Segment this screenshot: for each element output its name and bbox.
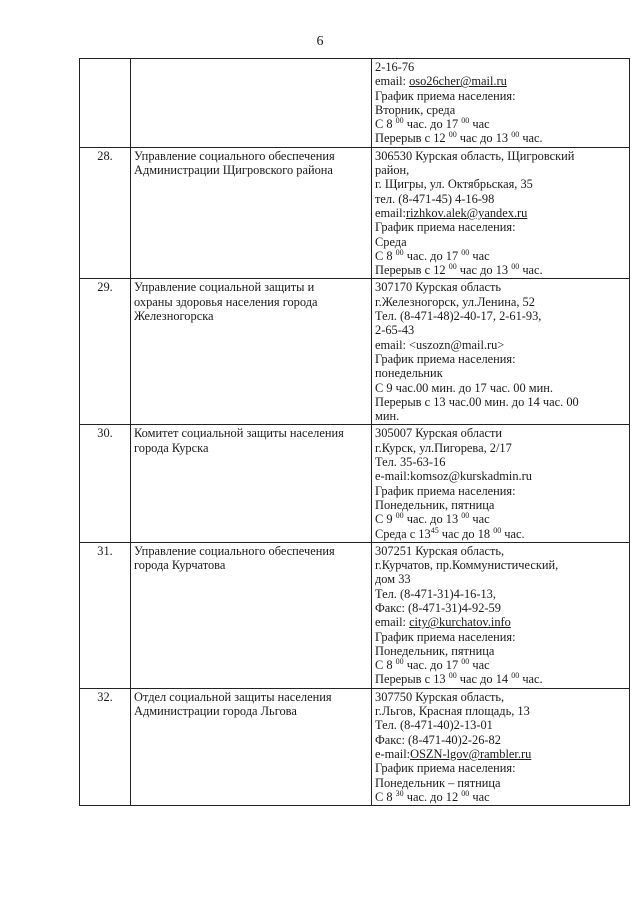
- text-fragment: С 9: [375, 512, 396, 527]
- contact-info-line: [375, 601, 626, 615]
- contact-info-line: [375, 733, 626, 747]
- contact-info-line: [375, 309, 626, 323]
- text-fragment: 306530 Курская область, Щигровский: [375, 148, 575, 163]
- email-link[interactable]: oso26cher@mail.ru: [409, 74, 507, 89]
- text-fragment: г.Льгов, Красная площадь, 13: [375, 704, 530, 719]
- contact-info: [372, 279, 630, 425]
- page-number: 6: [316, 34, 324, 49]
- text-fragment: Факс: (8-471-40)2-26-82: [375, 732, 501, 747]
- contact-info-line: [375, 103, 626, 117]
- contact-info-line: [375, 235, 626, 249]
- contact-info-line: [375, 220, 626, 234]
- text-fragment: График приема населения:: [375, 220, 516, 235]
- contact-info-line: [375, 544, 626, 558]
- contact-info-line: [375, 644, 626, 658]
- contact-info-line: [375, 630, 626, 644]
- contact-info-line: [375, 163, 626, 177]
- email-link[interactable]: city@kurchatov.info: [409, 615, 511, 630]
- text-fragment: час.: [519, 131, 543, 146]
- contact-info-line: [375, 338, 626, 352]
- contact-info-line: [375, 409, 626, 423]
- contact-info-line: [375, 484, 626, 498]
- organization-name-line: Управление социальной защиты и: [134, 280, 315, 295]
- text-fragment: г.Курск, ул.Пигорева, 2/17: [375, 440, 512, 455]
- time-minutes-superscript: 00: [395, 657, 404, 667]
- text-fragment: График приема населения:: [375, 351, 516, 366]
- text-fragment: 2-16-76: [375, 60, 415, 74]
- contact-info-line: [375, 280, 626, 294]
- contact-info-line: [375, 790, 626, 804]
- text-fragment: 2-65-43: [375, 323, 415, 338]
- text-fragment: понедельник: [375, 366, 443, 381]
- contact-info-line: [375, 704, 626, 718]
- text-fragment: 305007 Курская области: [375, 426, 503, 441]
- time-minutes-superscript: 00: [448, 130, 457, 140]
- text-fragment: час. до 17: [403, 248, 462, 263]
- time-minutes-superscript: 00: [395, 247, 404, 257]
- row-number: 29.: [80, 279, 131, 425]
- organization-name: [131, 688, 372, 805]
- time-minutes-superscript: 45: [430, 525, 439, 535]
- table-row: [80, 425, 630, 542]
- time-minutes-superscript: 00: [461, 116, 470, 126]
- contact-info-line: [375, 455, 626, 469]
- text-fragment: Понедельник – пятница: [375, 775, 501, 790]
- text-fragment: Среда с 13: [375, 526, 431, 541]
- contact-info-line: [375, 395, 626, 409]
- text-fragment: час: [469, 658, 490, 673]
- row-number: 31.: [80, 542, 131, 688]
- contact-info-line: [375, 177, 626, 191]
- text-fragment: час до 13: [456, 263, 512, 278]
- contact-info-line: [375, 690, 626, 704]
- time-minutes-superscript: 00: [461, 511, 470, 521]
- row-number: 32.: [80, 688, 131, 805]
- text-fragment: email: <uszozn@mail.ru>: [375, 337, 505, 352]
- contact-info-line: [375, 381, 626, 395]
- email-link[interactable]: rizhkov.alek@yandex.ru: [405, 205, 528, 220]
- text-fragment: час.: [519, 263, 543, 278]
- contact-info: [372, 542, 630, 688]
- contact-info-line: [375, 558, 626, 572]
- contact-info-line: [375, 527, 626, 541]
- time-minutes-superscript: 00: [461, 657, 470, 667]
- organization-name: [131, 147, 372, 279]
- text-fragment: 307750 Курская область,: [375, 689, 505, 704]
- contact-info-line: [375, 672, 626, 686]
- text-fragment: График приема населения:: [375, 88, 516, 103]
- time-minutes-superscript: 00: [461, 788, 470, 798]
- contact-info-line: [375, 249, 626, 263]
- contact-info-line: [375, 89, 626, 103]
- text-fragment: час: [469, 789, 490, 804]
- text-fragment: Тел. (8-471-31)4-16-13,: [375, 586, 496, 601]
- organization-name-line: города Курчатова: [134, 558, 226, 573]
- time-minutes-superscript: 00: [461, 247, 470, 257]
- organizations-table: [79, 58, 630, 806]
- organization-name-line: города Курска: [134, 440, 209, 455]
- organization-name-line: Отдел социальной защиты населения: [134, 689, 332, 704]
- text-fragment: Перерыв с 12: [375, 131, 449, 146]
- organization-name: [131, 542, 372, 688]
- contact-info: [372, 425, 630, 542]
- contact-info-line: [375, 295, 626, 309]
- contact-info-line: [375, 192, 626, 206]
- contact-info-line: [375, 761, 626, 775]
- text-fragment: мин.: [375, 409, 400, 424]
- time-minutes-superscript: 00: [511, 671, 520, 681]
- text-fragment: С 9 час.00 мин. до 17 час. 00 мин.: [375, 380, 553, 395]
- organization-name: [131, 279, 372, 425]
- text-fragment: час до 18: [438, 526, 494, 541]
- text-fragment: час. до 12: [403, 789, 462, 804]
- text-fragment: Вторник, среда: [375, 102, 456, 117]
- contact-info-line: [375, 149, 626, 163]
- contact-info-line: [375, 747, 626, 761]
- text-fragment: час: [469, 248, 490, 263]
- table-row: [80, 147, 630, 279]
- table-row: [80, 279, 630, 425]
- organization-name-line: Администрации Щигровского района: [134, 163, 333, 178]
- organization-name-line: Комитет социальной защиты населения: [134, 426, 344, 441]
- text-fragment: email:: [375, 205, 406, 220]
- text-fragment: район,: [375, 163, 410, 178]
- text-fragment: Тел. (8-471-40)2-13-01: [375, 718, 493, 733]
- row-number: 28.: [80, 147, 131, 279]
- text-fragment: час: [469, 512, 490, 527]
- time-minutes-superscript: 00: [448, 671, 457, 681]
- text-fragment: г.Железногорск, ул.Ленина, 52: [375, 294, 535, 309]
- text-fragment: email:: [375, 615, 410, 630]
- text-fragment: г.Курчатов, пр.Коммунистический,: [375, 558, 559, 573]
- organization-name-line: Управление социального обеспечения: [134, 148, 335, 163]
- text-fragment: Тел. (8-471-48)2-40-17, 2-61-93,: [375, 309, 542, 324]
- text-fragment: Перерыв с 12: [375, 263, 449, 278]
- time-minutes-superscript: 00: [395, 511, 404, 521]
- time-minutes-superscript: 00: [493, 525, 502, 535]
- text-fragment: e-mail:komsoz@kurskadmin.ru: [375, 469, 532, 484]
- text-fragment: График приема населения:: [375, 761, 516, 776]
- contact-info-line: [375, 512, 626, 526]
- text-fragment: дом 33: [375, 572, 411, 587]
- text-fragment: час. до 17: [403, 117, 462, 132]
- text-fragment: С 8: [375, 117, 396, 132]
- contact-info: [372, 59, 630, 148]
- contact-info-line: [375, 776, 626, 790]
- text-fragment: Перерыв с 13 час.00 мин. до 14 час. 00: [375, 394, 579, 409]
- organization-name-line: охраны здоровья населения города: [134, 294, 318, 309]
- text-fragment: Тел. 35-63-16: [375, 455, 446, 470]
- contact-info-line: [375, 426, 626, 440]
- text-fragment: С 8: [375, 248, 396, 263]
- time-minutes-superscript: 00: [395, 116, 404, 126]
- email-link[interactable]: OSZN-lgov@rambler.ru: [410, 746, 532, 761]
- text-fragment: час. до 13: [403, 512, 462, 527]
- time-minutes-superscript: 00: [511, 262, 520, 272]
- text-fragment: Перерыв с 13: [375, 672, 449, 687]
- organization-name-line: Железногорска: [134, 309, 214, 324]
- contact-info-line: [375, 60, 626, 74]
- text-fragment: Среда: [375, 234, 407, 249]
- contact-info: [372, 147, 630, 279]
- organization-name-line: Управление социального обеспечения: [134, 543, 335, 558]
- contact-info-line: [375, 498, 626, 512]
- contact-info-line: [375, 587, 626, 601]
- contact-info-line: [375, 441, 626, 455]
- text-fragment: Понедельник, пятница: [375, 643, 495, 658]
- text-fragment: С 8: [375, 658, 396, 673]
- row-number: 30.: [80, 425, 131, 542]
- text-fragment: С 8: [375, 789, 396, 804]
- contact-info-line: [375, 572, 626, 586]
- table-row: [80, 688, 630, 805]
- contact-info-line: [375, 323, 626, 337]
- time-minutes-superscript: 00: [448, 262, 457, 272]
- contact-info-line: [375, 74, 626, 88]
- time-minutes-superscript: 30: [395, 788, 404, 798]
- text-fragment: тел. (8-471-45) 4-16-98: [375, 191, 495, 206]
- organization-name: [131, 59, 372, 148]
- text-fragment: 307170 Курская область: [375, 280, 502, 295]
- text-fragment: час. до 17: [403, 658, 462, 673]
- text-fragment: час до 13: [456, 131, 512, 146]
- organization-name: [131, 425, 372, 542]
- time-minutes-superscript: 00: [511, 130, 520, 140]
- contact-info-line: [375, 366, 626, 380]
- contact-info-line: [375, 658, 626, 672]
- contact-info-line: [375, 131, 626, 145]
- text-fragment: 307251 Курская область,: [375, 543, 505, 558]
- table-row: [80, 59, 630, 148]
- text-fragment: г. Щигры, ул. Октябрьская, 35: [375, 177, 533, 192]
- contact-info-line: [375, 469, 626, 483]
- contact-info-line: [375, 352, 626, 366]
- contact-info-line: [375, 718, 626, 732]
- text-fragment: час до 14: [456, 672, 512, 687]
- contact-info-line: [375, 117, 626, 131]
- text-fragment: e-mail:: [375, 746, 411, 761]
- text-fragment: Понедельник, пятница: [375, 497, 495, 512]
- contact-info: [372, 688, 630, 805]
- text-fragment: График приема населения:: [375, 629, 516, 644]
- contact-info-line: [375, 263, 626, 277]
- contact-info-line: [375, 615, 626, 629]
- text-fragment: email:: [375, 74, 410, 89]
- table-row: [80, 542, 630, 688]
- contact-info-line: [375, 206, 626, 220]
- text-fragment: час: [469, 117, 490, 132]
- text-fragment: Факс: (8-471-31)4-92-59: [375, 600, 501, 615]
- text-fragment: час.: [519, 672, 543, 687]
- row-number: [80, 59, 131, 148]
- text-fragment: График приема населения:: [375, 483, 516, 498]
- text-fragment: час.: [501, 526, 525, 541]
- organization-name-line: Администрации города Льгова: [134, 704, 297, 719]
